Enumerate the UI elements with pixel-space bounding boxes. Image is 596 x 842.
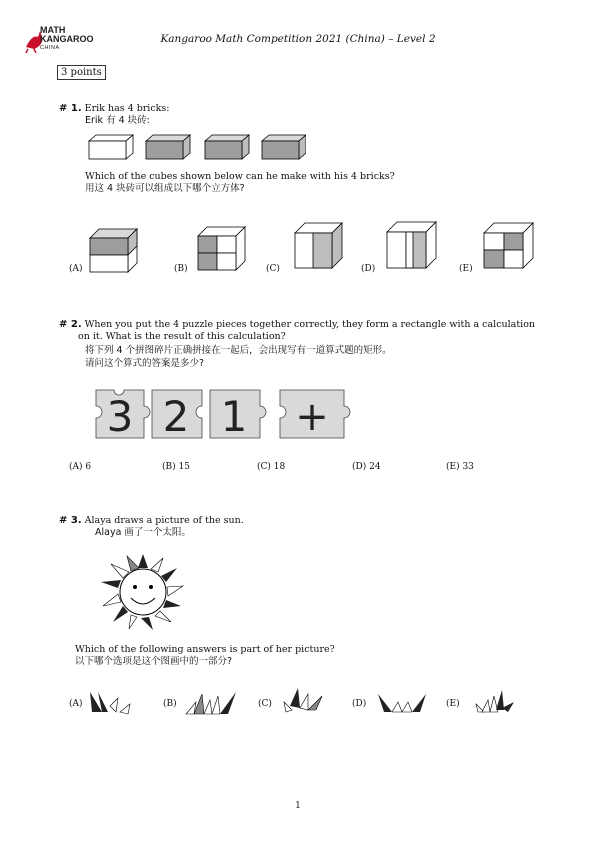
q1-text-en: Erik has 4 bricks:: [84, 103, 170, 114]
brick-3: [205, 135, 249, 159]
points-badge: 3 points: [57, 65, 106, 80]
q3-option-c[interactable]: (C): [258, 699, 272, 709]
logo-line1: MATH: [40, 25, 66, 35]
q3-number: # 3.: [59, 515, 82, 526]
q2-option-b[interactable]: (B) 15: [162, 462, 190, 472]
brick-2: [146, 135, 190, 159]
q1-bricks: [86, 133, 306, 163]
q1-text-zh: Erik 有 4 块砖:: [85, 115, 150, 126]
q2-option-c[interactable]: (C) 18: [257, 462, 286, 472]
page-title: Kangaroo Math Competition 2021 (China) – Level 2: [160, 33, 436, 45]
q1-number: # 1.: [59, 103, 82, 114]
sun-drawing: [98, 552, 188, 632]
q3-question-en: Which of the following answers is part of her picture?: [75, 644, 335, 655]
q2-option-e[interactable]: (E) 33: [446, 462, 474, 472]
q2-number: # 2.: [59, 319, 82, 330]
q1-cube-e: [483, 222, 535, 270]
q3-text-en: Alaya draws a picture of the sun.: [84, 515, 244, 526]
q3-sun-part-d: [376, 690, 428, 718]
q3-option-a[interactable]: (A): [69, 699, 83, 709]
q3-text-zh: Alaya 画了一个太阳。: [95, 527, 191, 538]
q3-sun-part-a: [88, 688, 134, 718]
q1-option-b[interactable]: (B): [174, 264, 188, 274]
page-number: 1: [295, 801, 301, 811]
logo-line2: KANGAROO: [40, 34, 94, 44]
q3-question-zh: 以下哪个选项是这个图画中的一部分?: [75, 656, 233, 667]
q3-sun-part-c: [280, 684, 328, 718]
q3-option-e[interactable]: (E): [446, 699, 460, 709]
brick-1: [89, 135, 133, 159]
q1-cube-d: [386, 221, 438, 271]
puzzle-digit-2: 2: [162, 392, 190, 440]
q1-cube-b: [197, 226, 247, 272]
puzzle-digit-3: 1: [220, 392, 248, 440]
q1-option-c[interactable]: (C): [266, 264, 280, 274]
q2-text-en-2: on it. What is the result of this calculation?: [78, 331, 286, 342]
q1-option-d[interactable]: (D): [361, 264, 376, 274]
q2-option-d[interactable]: (D) 24: [352, 462, 381, 472]
q2-puzzle-pieces: [92, 388, 354, 440]
q1-question-zh: 用这 4 块砖可以组成以下哪个立方体?: [85, 183, 245, 194]
puzzle-piece-3: [210, 390, 266, 440]
q1-intro: [59, 103, 170, 115]
q2-text-zh-1: 将下列 4 个拼图碎片正确拼接在一起后，会出现写有一道算式题的矩形。: [85, 345, 392, 356]
q3-sun-part-b: [184, 688, 238, 718]
puzzle-digit-1: 3: [106, 392, 134, 440]
puzzle-piece-2: [152, 390, 202, 440]
q1-question-en: Which of the cubes shown below can he make with his 4 bricks?: [85, 171, 395, 182]
brick-4: [262, 135, 306, 159]
q1-option-e[interactable]: (E): [459, 264, 473, 274]
q3-intro: [59, 515, 244, 527]
q3-option-d[interactable]: (D): [352, 699, 367, 709]
puzzle-piece-1: [96, 390, 150, 440]
q3-option-b[interactable]: (B): [163, 699, 177, 709]
q3-sun-part-e: [472, 686, 518, 718]
q2-text-zh-2: 请问这个算式的答案是多少?: [85, 358, 205, 369]
puzzle-digit-4: +: [295, 394, 329, 440]
q1-cube-c: [294, 222, 344, 270]
logo-line3: CHINA: [40, 45, 60, 51]
q1-cube-a: [89, 228, 139, 274]
q2-text-en-1: When you put the 4 puzzle pieces together correctly, they form a rectangle with a calculation: [84, 319, 536, 330]
q2-option-a[interactable]: (A) 6: [69, 462, 92, 472]
q1-option-a[interactable]: (A): [69, 264, 83, 274]
q2-intro: [59, 319, 535, 331]
puzzle-piece-4: [280, 390, 350, 440]
